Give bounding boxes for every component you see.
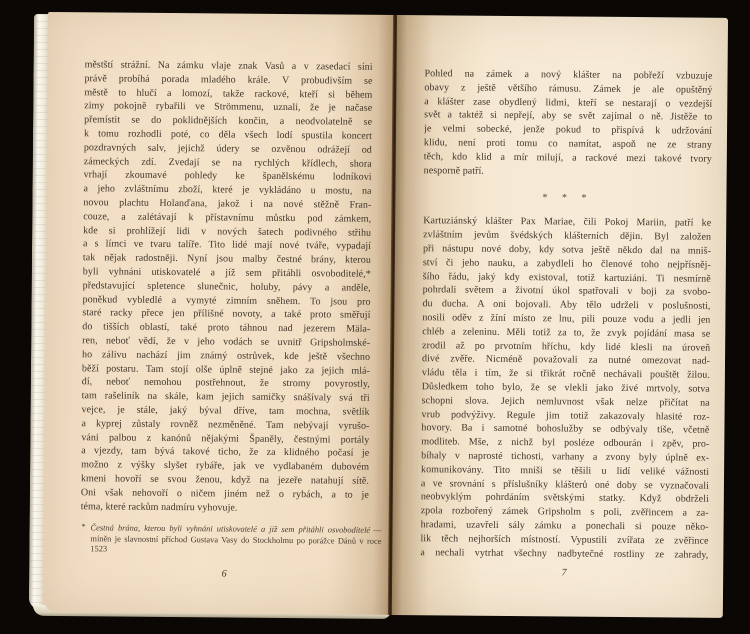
text-line: Kartuziánský klášter Pax Mariae, čili Pokoj Mariin, patří ke (423, 215, 712, 230)
text-line: a klášter zase obydlený lidmi, kteří se nestarají o vezdejší (424, 95, 713, 110)
text-line: váni palbou z kanónů nějakými Španěly, čestnými portály (81, 431, 370, 446)
text-line: obavy z ještě většího rámusu. Zámek je ale opuštěný (424, 82, 713, 96)
text-line: ství či jeho nauku, a zabydleli ho členové toho nejpřísněj- (422, 256, 711, 271)
text-line: zámeckých zdí. Zvedají se na rychlých křídlech, shora (83, 155, 372, 170)
footnote-italic-text: Čestná brána, kterou byli vyhnáni utiskovatelé a jíž sem přitáhli osvoboditelé (90, 523, 371, 535)
text-line: právě probíhá porada mladého krále. V probudivším se (84, 73, 373, 87)
text-line: hovory. Ba i samotné bohoslužby se odbývaly tiše, včetně (421, 422, 710, 437)
text-line: novou plachtu Holanďana, jakož i na nové stěžně Fran- (83, 197, 372, 211)
text-line: při nástupu nové doby, kdy sotva ještě někdo dal na mniš- (422, 243, 712, 257)
text-line: dí, neboť nemohou postřehnout, že stromy povyrostly, (81, 376, 370, 391)
text-line: představující spletence slunečnic, holuby, pávy a anděle, (82, 279, 371, 294)
text-line: nosili oděv z žíní místo ze lnu, pili pouze vodu a jedli jen (422, 312, 711, 326)
text-line: ho zálivu nachází jim známý ostrůvek, kde ještě všechno (82, 348, 371, 363)
text-line: zrodil až po prvotním hříchu, kdy lidé klesli na úroveň (422, 339, 711, 354)
text-line: možno z výšky slyšet rybáře, jak ve vydlabaném dubovém (81, 459, 370, 473)
left-page (43, 12, 395, 615)
text-line: hradami, uzavřeli sály zámku a ponechali si pouze něko- (420, 519, 709, 533)
text-line: městě to hlučí a lomozí, takže rackové, kteří si během (84, 86, 373, 101)
text-line: zvláštním jevům švédských klášterních dějin. Byl založen (423, 229, 712, 243)
text-line: klidu, není proti tomu co namítat, aspoň ne ze strany (423, 137, 712, 151)
text-line: vrhají zkoumavé pohledy ke španělskému lodníkovi (83, 169, 372, 184)
paragraph-2 (420, 215, 711, 562)
text-line: komunikovány. Tito mniši se těšili u lidí veliké vážnosti (421, 463, 710, 478)
text-line: téma, které rackům nadmíru vyhovuje. (80, 500, 238, 514)
text-line: k tomu rozhodli poté, co děla všech lodí spustila koncert (83, 128, 373, 142)
text-line: tam rašeliník na skále, kam jejich samičky snášívaly svá tři (81, 390, 370, 404)
right-page-text (420, 67, 712, 562)
open-book (21, 8, 732, 626)
text-line: a kyprej zůstaly rovněž nezměněné. Tam nebývají vyrušo- (81, 417, 370, 432)
text-line: a ve srovnání s příslušníky klášterů oné doby se vyznačovali (420, 477, 709, 492)
text-line: a vjezdy, tam bývá takové ticho, že za klidného počasí je (81, 445, 370, 460)
text-line: poněkud vybledlé a vymyté zimním sněhem. To jsou pro (82, 293, 371, 308)
text-line: tak nějak radostněji. Nyní jsou malby čestné brány, kterou (82, 252, 371, 266)
footnote-roman-text: — míněn je slavnostní příchod Gustava Vasy do Stockholmu po porážce Dánů v roce 1523 (90, 525, 382, 554)
text-line: je velmi sobecké, jenže pokud to přispívá k udržování (423, 123, 713, 137)
text-line: lik těch nejhorších místností. Vypustili zvířata ze zvěřince (420, 532, 709, 547)
text-line: přemístit se do poklidnějších končin, a neodvolatelně se (84, 114, 373, 128)
paragraph-1 (424, 67, 713, 180)
text-line: byli vyhnáni utiskovatelé a jíž sem přitáhli osvoboditelé,* (82, 266, 371, 280)
text-line: vejce, je stále, jaký býval dříve, tam mochna, světlík (81, 404, 370, 418)
text-line: schopni slova. Jejich nemluvnost však nelze přičítat na (421, 394, 710, 409)
footnote (80, 523, 381, 557)
text-line: zimy pokojně rybařili ve Strömmenu, uznali, že je načase (84, 100, 373, 115)
text-line: kmeni hovoří se svou ženou, když na jezeře natahují sítě. (80, 473, 370, 487)
text-line: Důsledkem toho bylo, že se vlekli jako živé mrtvoly, sotva (421, 381, 710, 395)
text-line: svět a taktéž si nepřejí, aby se svět zajímal o ně. Jistěže to (424, 109, 713, 124)
text-line: bíhaly v naprosté tichosti, varhany a zvony byly úplně ex- (421, 450, 710, 464)
text-line: pozdravných salv, jejichž údery se ozvěnou odrážejí od (83, 142, 372, 156)
left-page-text (81, 58, 373, 516)
footnote-marker: * (81, 522, 86, 532)
text-line: staré racky přece jen přílišné novoty, a také proto směřují (82, 307, 371, 322)
text-line: modliteb. Mše, z nichž byl posléze odbourán i zpěv, pro- (421, 436, 710, 450)
text-line: nesporně patří. (423, 164, 484, 177)
text-line: vrub podvýživy. Regule jim totiž zakazovaly hlasité roz- (421, 408, 710, 423)
text-line: městští strážní. Na zámku vlaje znak Vasů a v zasedací síni (84, 59, 373, 73)
text-line: neobvyklým pohrdáním světskými statky. Když obdrželi (420, 491, 709, 506)
text-line: vládu těla i tím, že si třikrát ročně nechávali pouštět žilou. (421, 367, 710, 381)
text-line: a jeho zvláštnímu zboží, které je vykládáno u mostu, na (83, 183, 372, 197)
right-page (392, 15, 728, 618)
text-line: divé zvěře. Nicméně považovali za nutné omezovat nad- (421, 353, 711, 368)
text-line: kde si prohlížejí lidi v nových šatech podivného střihu (83, 224, 372, 239)
page-number-left: 6 (221, 568, 227, 580)
page-number-right: 7 (561, 567, 567, 579)
text-line: zpola rozbořený zámek Gripsholm s poli, zvěřincem a za- (420, 505, 709, 519)
text-line: pohrdali světem a životní úkol spatřovali v boji za svobo- (422, 284, 711, 299)
text-line: a nechali vytrhat všechny nadbytečné rostliny ze zahrady, (420, 546, 709, 561)
text-line: chléb a zeleninu. Měli totiž za to, že zvyk pojídání masa se (422, 325, 711, 340)
text-line: do tišších oblastí, také proto táhnou nad jezerem Mäla- (82, 321, 371, 335)
text-line: Oni však nehovoří o ničem jiném než o rybách, a to je (80, 486, 369, 501)
text-line: du ducha. A oni bojovali. Aby tělo udrželi v poslušnosti, (422, 298, 711, 312)
text-line: běží postaru. Tam stojí olše úplně stejné jako za jejich mlá- (81, 362, 370, 377)
text-line: ren, neboť vědí, že v jeho vodách se uvnitř Gripsholmské- (82, 335, 371, 349)
section-separator: * * * (542, 192, 593, 205)
text-line: Pohled na zámek a nový klášter na pobřeží vzbuzuje (424, 68, 713, 82)
text-line: šího řádu, jaký kdy existoval, totiž kartuziáni. Ti nesmírně (422, 270, 711, 285)
text-line: těch, kdo klid a mír milují, a rackové mezi takové tvory (423, 150, 712, 165)
text-line: couze, a zalétávají k přístavnímu můstku pod zámkem, (83, 211, 372, 225)
text-line: a s límci ve tvaru talíře. Tito lidé mají nové tváře, vypadají (82, 238, 372, 253)
